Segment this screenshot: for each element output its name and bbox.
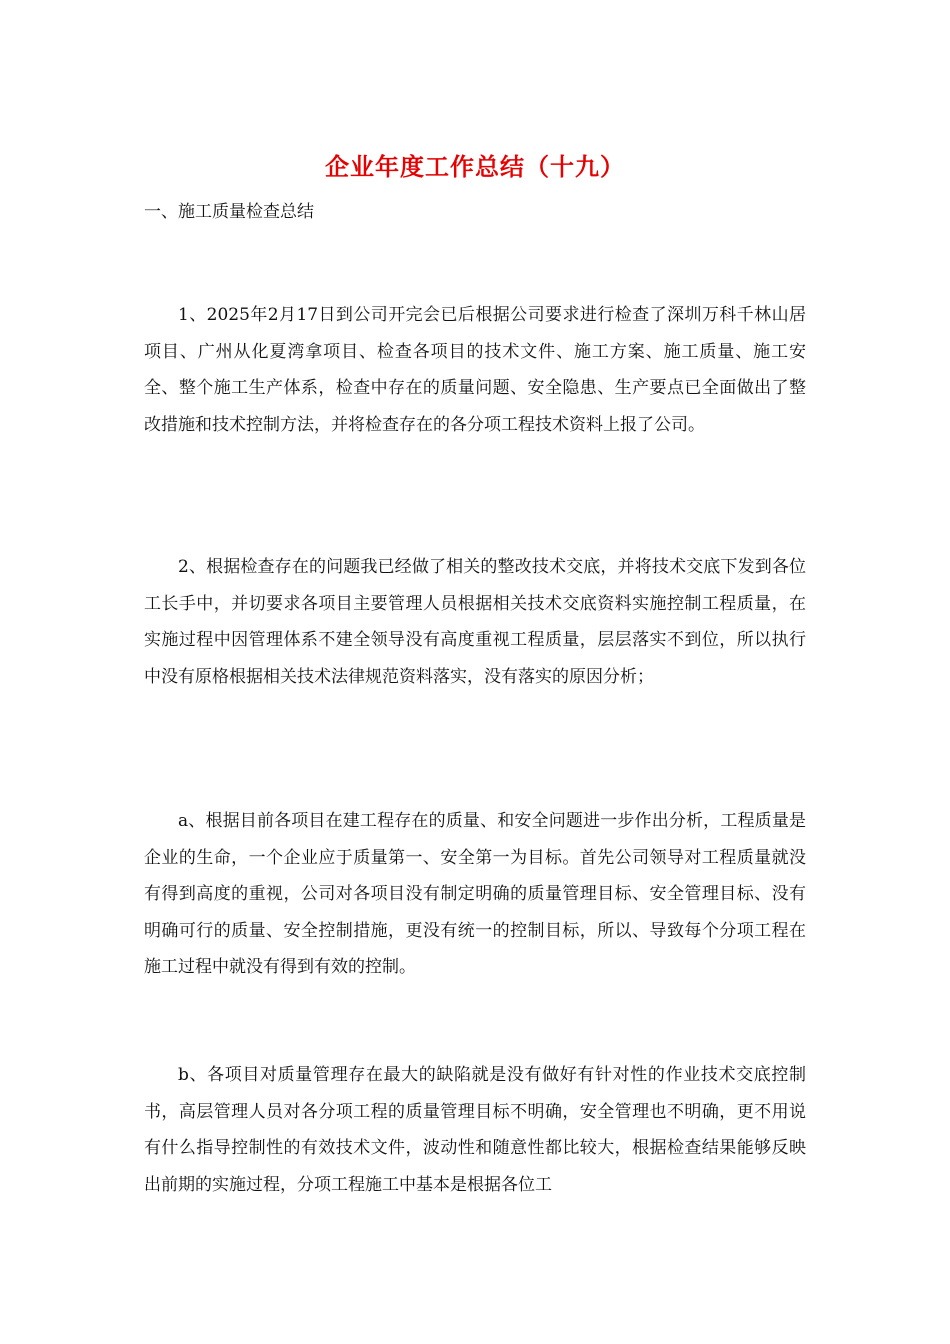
paragraph-b: b、各项目对质量管理存在最大的缺陷就是没有做好有针对性的作业技术交底控制书，高层管理人员对各分项工程的质量管理目标不明确，安全管理也不明确，更不用说有什么指导控制性的有效技术文件，波动性和随意性都比较大，根据检查结果能够反映出前期的实施过程，分项工程施工中基本是根据各位工: [144, 1065, 806, 1195]
document-title: 企业年度工作总结（十九）: [325, 152, 625, 181]
section-heading: 一、施工质量检查总结: [144, 202, 314, 222]
paragraph-a: a、根据目前各项目在建工程存在的质量、和安全问题进一步作出分析，工程质量是企业的生命，一个企业应于质量第一、安全第一为目标。首先公司领导对工程质量就没有得到高度的重视，公司对各项目没有制定明确的质量管理目标、安全管理目标、没有明确可行的质量、安全控制措施，更没有统一的控制目标，所以、导致每个分项工程在施工过程中就没有得到有效的控制。: [144, 811, 806, 978]
paragraph-2: 2、根据检查存在的问题我已经做了相关的整改技术交底，并将技术交底下发到各位工长手中，并切要求各项目主要管理人员根据相关技术交底资料实施控制工程质量，在实施过程中因管理体系不建全领导没有高度重视工程质量，层层落实不到位，所以执行中没有原格根据相关技术法律规范资料落实，没有落实的原因分析；: [144, 557, 806, 687]
paragraph-1: 1、2025年2月17日到公司开完会已后根据公司要求进行检查了深圳万科千林山居项目、广州从化夏湾拿项目、检查各项目的技术文件、施工方案、施工质量、施工安全、整个施工生产体系，检查中存在的质量问题、安全隐患、生产要点已全面做出了整改措施和技术控制方法，并将检查存在的各分项工程技术资料上报了公司。: [144, 305, 806, 435]
